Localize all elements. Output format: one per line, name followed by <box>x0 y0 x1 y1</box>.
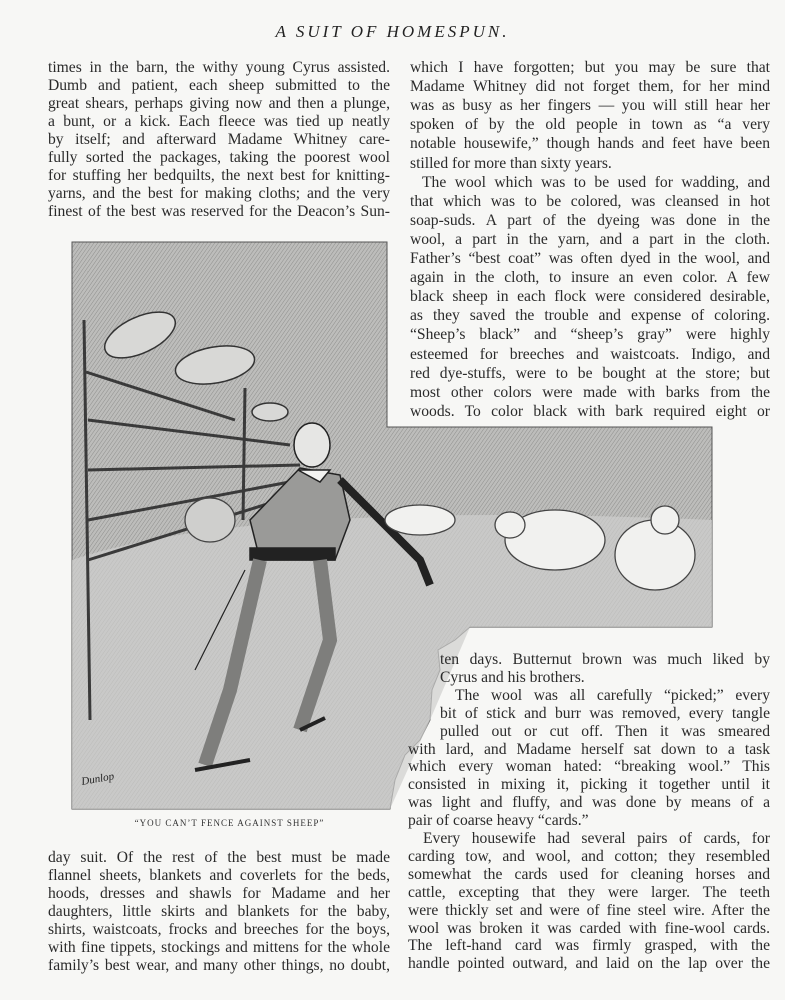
text-line: “Sheep’s black” and “sheep’s gray” were highly <box>410 326 770 344</box>
text-line: handle pointed outward, and laid on the lap over the <box>408 955 770 973</box>
text-line: daughters, little skirts and blankets for the baby, <box>48 903 390 920</box>
text-line: hoods, dresses and shawls for Madame and her <box>48 885 390 902</box>
text-line: Every housewife had several pairs of cards, for <box>423 830 770 847</box>
text-line: red dye-stuffs, were to be bought at the store; but <box>410 364 770 382</box>
text-line: Madame Whitney did not forget them, for her mind <box>410 78 770 96</box>
text-line: The wool was all carefully “picked;” every <box>455 686 770 704</box>
text-line: with lard, and Madame herself sat down to a task <box>408 740 770 758</box>
text-line: yarns, and the best for making cloths; and the very <box>48 185 390 202</box>
text-line: ten days. Butternut brown was much liked by <box>440 651 770 668</box>
text-line: notable housewife,” though hands and feet have been <box>410 135 770 153</box>
text-line: were thickly set and were of fine steel wire. After the <box>408 901 770 919</box>
text-line: spoken of by the old people in town as “a very <box>410 116 770 134</box>
text-line: as they saved the trouble and expense of coloring. <box>410 307 770 325</box>
text-line: most other colors were made with barks from the <box>410 383 770 401</box>
text-line: woods. To color black with bark required eight or <box>410 402 770 420</box>
text-line: esteemed for breeches and waistcoats. Indigo, and <box>410 345 770 363</box>
text-line: Cyrus and his brothers. <box>440 668 585 686</box>
text-line: pulled out or cut off. Then it was smeared <box>440 722 770 740</box>
text-line: consisted in mixing it, picking it together until it <box>408 776 770 794</box>
text-line: great shears, perhaps giving now and then a plunge, <box>48 95 390 112</box>
text-line: a bunt, or a kick. Each fleece was tied up neatly <box>48 113 390 130</box>
text-line: with fine tippets, stockings and mittens for the whole <box>48 939 390 956</box>
text-line: that which was to be colored, was cleansed in hot <box>410 192 770 210</box>
text-line: carding tow, and wool, and cotton; they resembled <box>408 847 770 865</box>
artist-signature: Dunlop <box>80 770 116 788</box>
text-line: wool was broken it was carded with fine-wool cards. <box>408 919 770 937</box>
text-line: stilled for more than sixty years. <box>410 154 612 172</box>
text-line: shirts, waistcoats, frocks and breeches for the boys, <box>48 921 390 938</box>
text-line: The wool which was to be used for wadding, and <box>422 173 770 191</box>
text-line: The left-hand card was firmly grasped, with the <box>408 937 770 955</box>
text-line: soap-suds. A part of the dyeing was done in the <box>410 211 770 229</box>
illustration-caption: “YOU CAN’T FENCE AGAINST SHEEP” <box>134 818 325 828</box>
text-line: cattle, excepting that they were larger. The teeth <box>408 883 770 901</box>
text-line: wool, a part in the yarn, and a part in the cloth. <box>410 230 770 248</box>
text-line: black sheep in each flock were considered desirable, <box>410 288 770 306</box>
text-line: bit of stick and burr was removed, every tangle <box>440 704 770 722</box>
text-line: by itself; and afterward Madame Whitney care- <box>48 131 390 148</box>
text-line: flannel sheets, blankets and coverlets for the beds, <box>48 867 390 884</box>
text-line: which every woman hated: “breaking wool.” This <box>408 758 770 776</box>
text-line: Dumb and patient, each sheep submitted to the <box>48 77 390 94</box>
text-line: pair of coarse heavy “cards.” <box>408 812 589 830</box>
text-line: day suit. Of the rest of the best must be made <box>48 849 390 866</box>
text-line: family’s best wear, and many other things, no doubt, <box>48 957 390 974</box>
text-line: times in the barn, the withy young Cyrus assisted. <box>48 59 390 76</box>
text-line: somewhat the cards used for cleaning horses and <box>408 865 770 883</box>
text-line: which I have forgotten; but you may be sure that <box>410 59 770 76</box>
text-line: fully sorted the packages, taking the poorest wool <box>48 149 390 166</box>
text-line: was light and fluffy, and was done by means of a <box>408 794 770 812</box>
running-header: A SUIT OF HOMESPUN. <box>275 22 510 41</box>
text-line: finest of the best was reserved for the Deacon’s Sun- <box>48 203 390 220</box>
text-line: again in the cloth, to insure an even color. A few <box>410 269 770 287</box>
text-line: Father’s “best coat” was often dyed in the wool, and <box>410 250 770 267</box>
text-line: was as busy as her fingers — you will still hear her <box>410 97 770 115</box>
text-line: for stuffing her bedquilts, the next best for knitting- <box>48 167 390 184</box>
